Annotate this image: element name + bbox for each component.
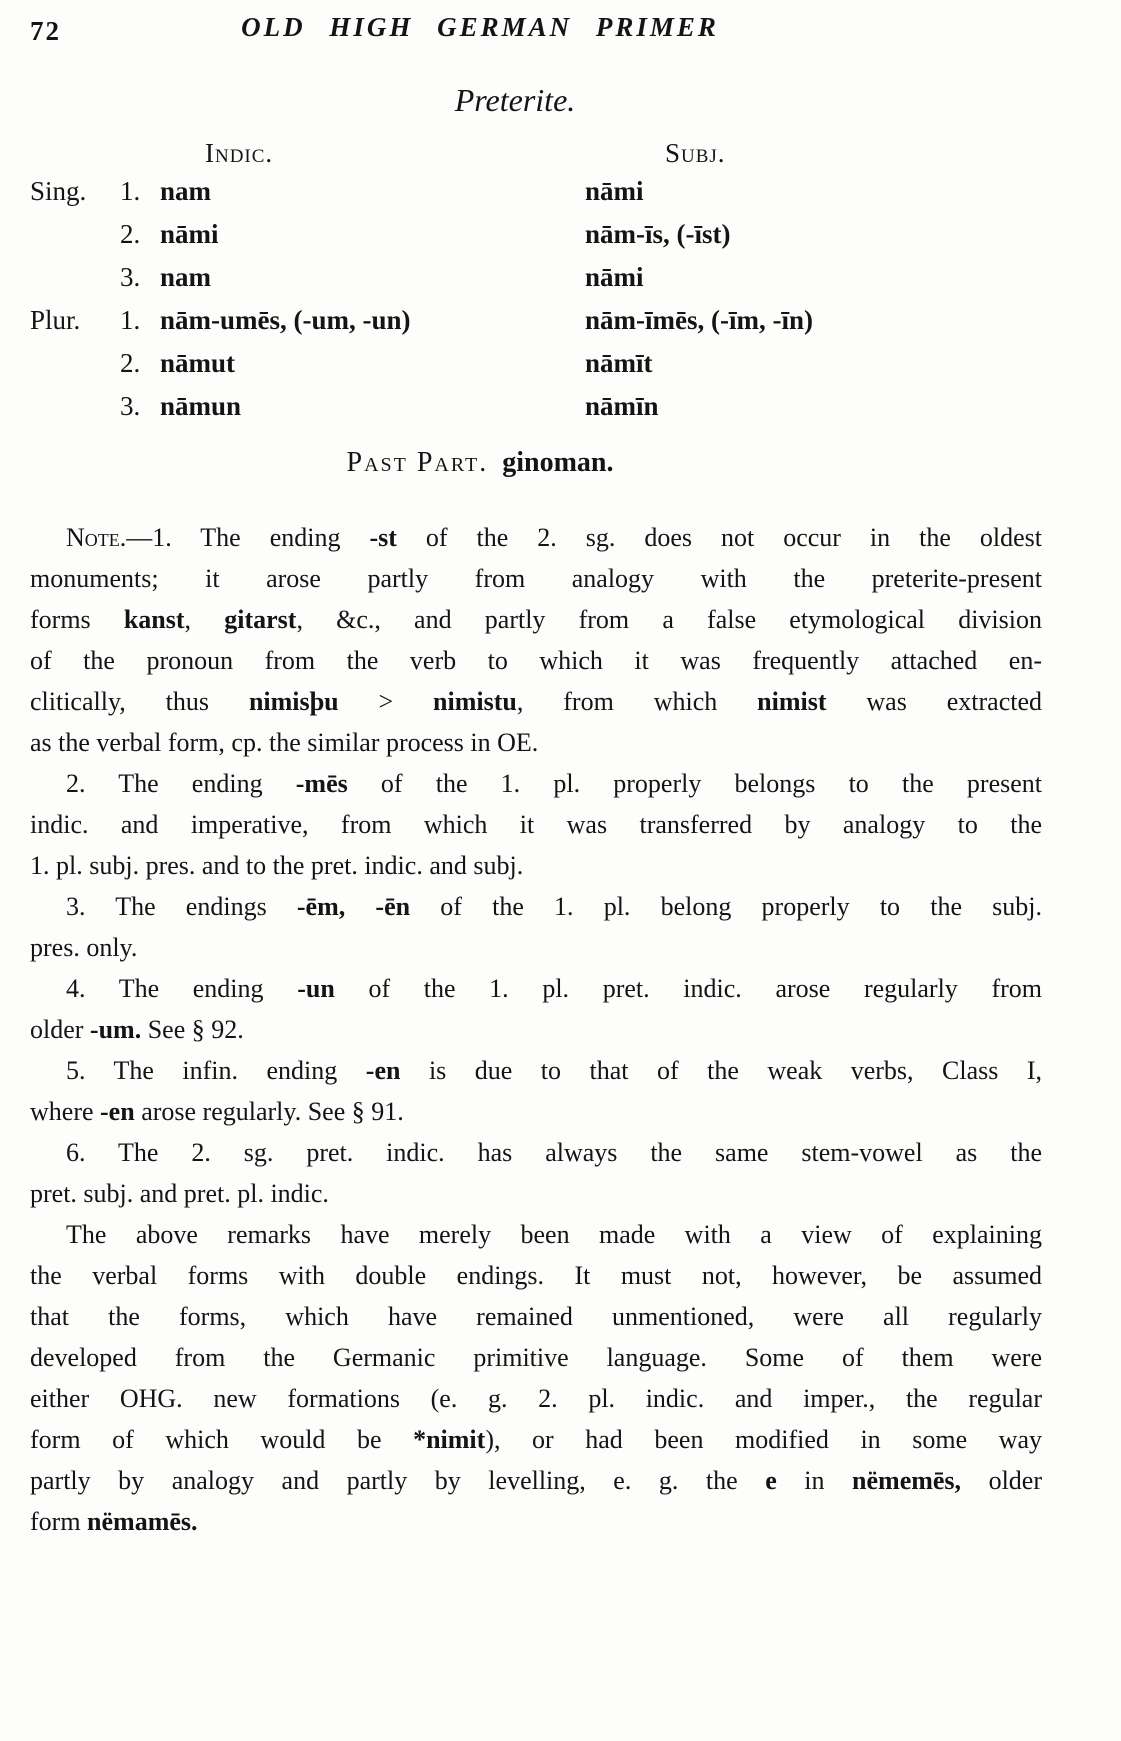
subjunctive-form: nām-īmēs, (-īm, -īn) <box>585 305 813 335</box>
note-text-line: form nëmamēs. <box>30 1507 198 1536</box>
note-text-line: where -en arose regularly. See § 91. <box>30 1097 404 1126</box>
past-participle-form: ginoman. <box>502 447 614 478</box>
notes-section <box>30 517 1042 1542</box>
indicative-form: nām-umēs, (-um, -un) <box>160 305 411 335</box>
note-text-line: older -um. See § 92. <box>30 1015 244 1044</box>
note-text-line: pret. subj. and pret. pl. indic. <box>30 1179 329 1208</box>
person-number: 2. <box>120 219 141 249</box>
subjunctive-form: nām-īs, (-īst) <box>585 219 731 249</box>
note-text-line: partly by analogy and partly by levelling, e. g. the e in nëmemēs, older <box>30 1466 1042 1495</box>
note-text-line: pres. only. <box>30 933 138 962</box>
note-text-line: developed from the Germanic primitive language. Some of them were <box>30 1343 1042 1372</box>
past-participle-label: Past Part. <box>346 447 489 478</box>
note-text-line: either OHG. new formations (e. g. 2. pl. indic. and imper., the regular <box>30 1384 1042 1413</box>
book-title: OLD HIGH GERMAN PRIMER <box>241 12 719 42</box>
note-text-line: indic. and imperative, from which it was transferred by analogy to the <box>30 810 1042 839</box>
note-text-line: 5. The infin. ending -en is due to that of the weak verbs, Class I, <box>66 1056 1043 1085</box>
paradigm-row <box>0 219 1121 262</box>
person-number: 1. <box>120 176 141 206</box>
note-text-line: monuments; it arose partly from analogy with the preterite-present <box>30 564 1042 593</box>
note-text-line: the verbal forms with double endings. It must not, however, be assumed <box>30 1261 1042 1290</box>
page-number: 72 <box>30 16 61 46</box>
paradigm-row <box>0 305 1121 348</box>
indicative-form: nam <box>160 176 212 206</box>
subjunctive-form: nāmi <box>585 262 644 292</box>
past-participle-line <box>0 447 960 479</box>
indicative-form: nāmut <box>160 348 236 378</box>
paradigm-table <box>0 176 1121 434</box>
note-text-line: 4. The ending -un of the 1. pl. pret. indic. arose regularly from <box>66 974 1043 1003</box>
paradigm-row <box>0 348 1121 391</box>
indicative-form: nāmi <box>160 219 219 249</box>
note-text-line: forms kanst, gitarst, &c., and partly from a false etymological division <box>30 605 1042 634</box>
paradigm-row <box>0 391 1121 434</box>
number-group-label: Plur. <box>30 305 81 335</box>
person-number: 3. <box>120 262 141 292</box>
column-header-indicative: Indic. <box>205 138 274 168</box>
note-text-line: as the verbal form, cp. the similar process in OE. <box>30 728 539 757</box>
number-group-label: Sing. <box>30 176 87 206</box>
note-text-line: of the pronoun from the verb to which it was frequently attached en- <box>30 646 1042 675</box>
person-number: 2. <box>120 348 141 378</box>
note-text-line: 6. The 2. sg. pret. indic. has always the same stem-vowel as the <box>66 1138 1042 1167</box>
person-number: 1. <box>120 305 141 335</box>
column-header-subjunctive: Subj. <box>665 138 726 168</box>
indicative-form: nāmun <box>160 391 242 421</box>
subjunctive-form: nāmīn <box>585 391 659 421</box>
subjunctive-form: nāmīt <box>585 348 653 378</box>
person-number: 3. <box>120 391 141 421</box>
running-header <box>0 12 1121 52</box>
note-text-line: 2. The ending -mēs of the 1. pl. properly belongs to the present <box>66 769 1042 798</box>
paradigm-row <box>0 262 1121 305</box>
section-title: Preterite. <box>454 82 576 118</box>
note-text-line: that the forms, which have remained unmentioned, were all regularly <box>30 1302 1042 1331</box>
paradigm-row <box>0 176 1121 219</box>
note-text-line: clitically, thus nimisþu > nimistu, from which nimist was extracted <box>30 687 1042 716</box>
note-text-line: form of which would be *nimit), or had been modified in some way <box>30 1425 1042 1454</box>
note-text-line: Note.—1. The ending -st of the 2. sg. does not occur in the oldest <box>66 523 1042 552</box>
note-text-line: The above remarks have merely been made with a view of explaining <box>66 1220 1042 1249</box>
note-text-line: 3. The endings -ēm, -ēn of the 1. pl. belong properly to the subj. <box>66 892 1042 921</box>
note-text-line: 1. pl. subj. pres. and to the pret. indic. and subj. <box>30 851 524 880</box>
subjunctive-form: nāmi <box>585 176 644 206</box>
indicative-form: nam <box>160 262 212 292</box>
